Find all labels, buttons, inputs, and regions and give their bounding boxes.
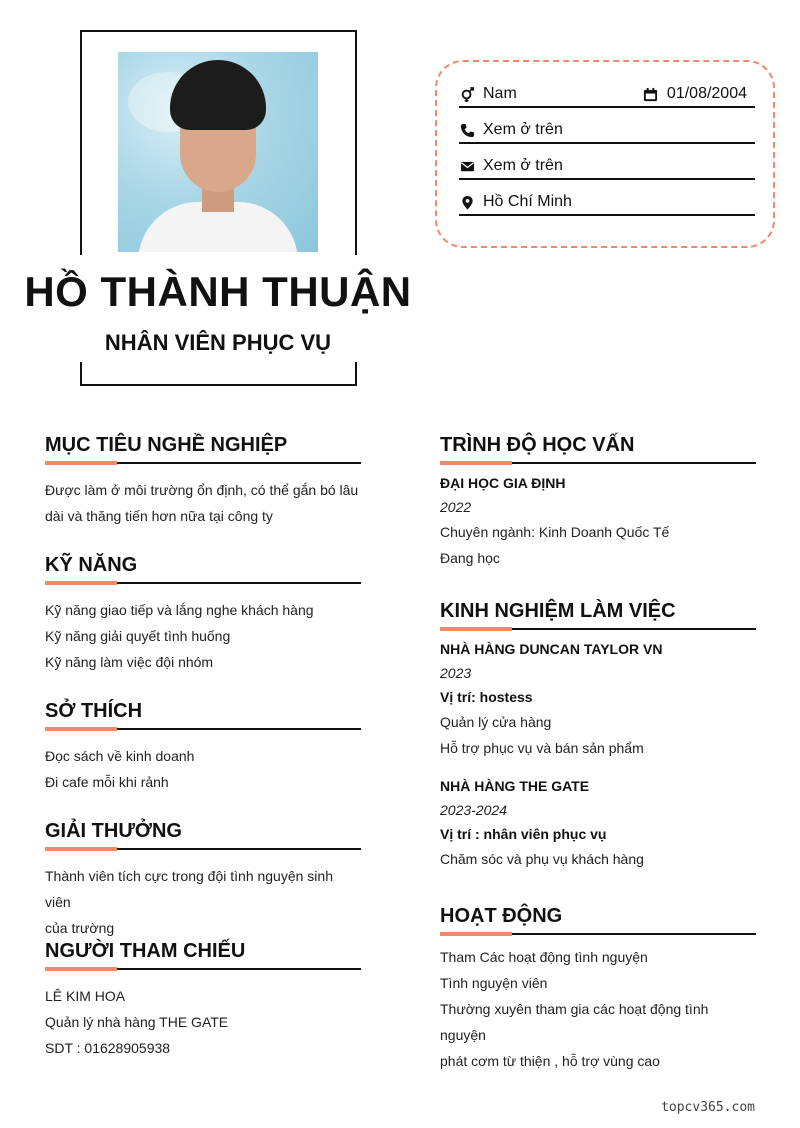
- candidate-name: HỒ THÀNH THUẬN: [24, 268, 412, 315]
- contact-row-address: [459, 190, 755, 216]
- text-line: SDT : 01628905938: [45, 1040, 171, 1056]
- section-divider: [440, 932, 756, 936]
- section-body: [45, 477, 361, 529]
- job-period: 2023-2024: [440, 802, 507, 818]
- job-task: Chăm sóc và phụ vụ khách hàng: [440, 851, 644, 867]
- section-title: SỞ THÍCH: [45, 700, 143, 722]
- section-objective: [45, 432, 361, 529]
- text-line: Tham Các hoạt động tình nguyện: [440, 949, 648, 965]
- text-line: Được làm ở môi trường ổn định, có thể gắn bó lâu: [45, 482, 359, 498]
- section-title: MỤC TIÊU NGHỀ NGHIỆP: [45, 434, 288, 456]
- text-line: dài và thăng tiến hơn nữa tại công ty: [45, 508, 273, 524]
- calendar-icon: [643, 86, 659, 102]
- section-title: KINH NGHIỆM LÀM VIỆC: [440, 600, 676, 622]
- job-entry: [440, 637, 756, 761]
- text-line: Quản lý nhà hàng THE GATE: [45, 1014, 229, 1030]
- section-divider: [45, 967, 361, 971]
- profile-photo: [118, 52, 318, 252]
- section-body: [45, 863, 361, 941]
- text-line: LÊ KIM HOA: [45, 988, 126, 1004]
- phone-icon: [459, 122, 475, 138]
- section-references: [45, 938, 361, 1061]
- section-body: [440, 471, 756, 571]
- header-frame-bottom: [80, 362, 357, 386]
- section-title: KỸ NĂNG: [45, 554, 138, 576]
- text-line: Thành viên tích cực trong đội tình nguyện sinh viên: [45, 868, 333, 910]
- contact-row-phone: [459, 118, 755, 144]
- phone-value: Xem ở trên: [483, 121, 563, 138]
- section-divider: [45, 727, 361, 731]
- text-line: của trường: [45, 920, 115, 936]
- section-body: [440, 637, 756, 872]
- job-period: 2023: [440, 665, 472, 681]
- text-line: Kỹ năng làm việc đội nhóm: [45, 654, 214, 670]
- section-title: HOẠT ĐỘNG: [440, 905, 563, 927]
- text-line: Đi cafe mỗi khi rảnh: [45, 774, 169, 790]
- section-title: TRÌNH ĐỘ HỌC VẤN: [440, 434, 635, 456]
- text-line: Kỹ năng giải quyết tình huống: [45, 628, 231, 644]
- section-activities: [440, 903, 756, 1074]
- job-position: Vị trí: hostess: [440, 689, 533, 705]
- section-body: [45, 983, 361, 1061]
- education-major: Chuyên ngành: Kinh Doanh Quốc Tế: [440, 524, 670, 540]
- job-task: Quản lý cửa hàng: [440, 714, 552, 730]
- school-name: ĐẠI HỌC GIA ĐỊNH: [440, 475, 566, 491]
- section-divider: [440, 461, 756, 465]
- section-divider: [45, 461, 361, 465]
- contact-row-email: [459, 154, 755, 180]
- text-line: Thường xuyên tham gia các hoạt động tình nguyện: [440, 1001, 709, 1043]
- gender-value: Nam: [483, 85, 517, 102]
- text-line: Kỹ năng giao tiếp và lắng nghe khách hàng: [45, 602, 314, 618]
- section-body: [440, 944, 756, 1074]
- section-education: [440, 432, 756, 571]
- contact-row-gender-birthday: [459, 82, 755, 108]
- section-title: NGƯỜI THAM CHIẾU: [45, 940, 246, 962]
- birthday-value: 01/08/2004: [666, 85, 747, 102]
- education-status: Đang học: [440, 550, 500, 566]
- company-name: NHÀ HÀNG DUNCAN TAYLOR VN: [440, 641, 663, 657]
- education-year: 2022: [440, 499, 472, 515]
- text-line: phát cơm từ thiện , hỗ trợ vùng cao: [440, 1053, 660, 1069]
- section-skills: [45, 552, 361, 675]
- section-title: GIẢI THƯỞNG: [45, 820, 182, 842]
- company-name: NHÀ HÀNG THE GATE: [440, 778, 590, 794]
- job-position: Vị trí : nhân viên phục vụ: [440, 826, 607, 842]
- section-hobbies: [45, 698, 361, 795]
- section-divider: [45, 581, 361, 585]
- envelope-icon: [459, 158, 475, 174]
- text-line: Đọc sách về kinh doanh: [45, 748, 195, 764]
- location-pin-icon: [459, 194, 475, 210]
- text-line: Tình nguyện viên: [440, 975, 548, 991]
- contact-box: [435, 60, 775, 248]
- watermark-text: topcv365.com: [661, 1100, 755, 1115]
- address-value: Hồ Chí Minh: [483, 193, 572, 210]
- section-divider: [440, 627, 756, 631]
- section-divider: [45, 847, 361, 851]
- job-task: Hỗ trợ phục vụ và bán sản phẩm: [440, 740, 644, 756]
- email-value: Xem ở trên: [483, 157, 563, 174]
- section-body: [45, 597, 361, 675]
- section-experience: [440, 598, 756, 872]
- section-awards: [45, 818, 361, 941]
- gender-icon: [459, 86, 475, 102]
- job-title: NHÂN VIÊN PHỤC VỤ: [104, 330, 332, 355]
- section-body: [45, 743, 361, 795]
- job-entry: [440, 774, 756, 872]
